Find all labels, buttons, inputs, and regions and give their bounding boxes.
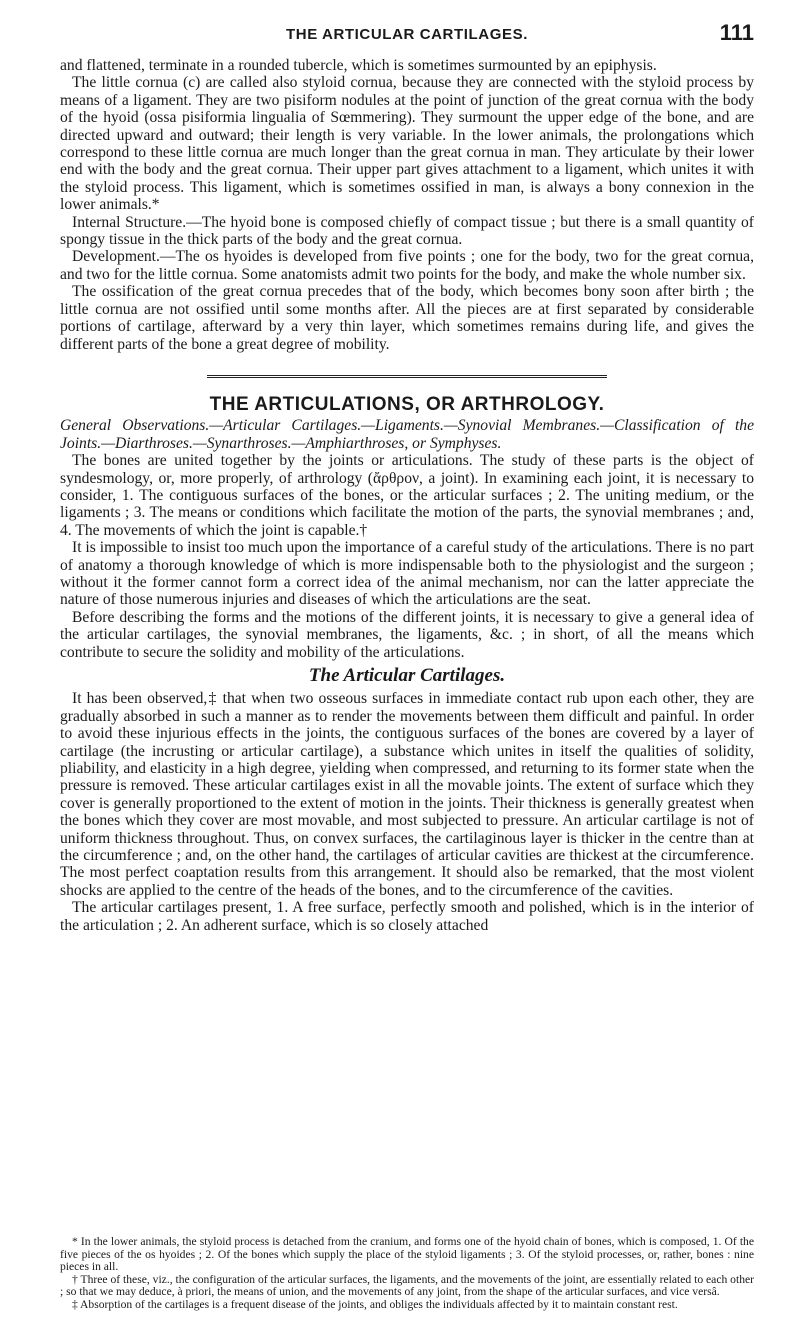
- subheading: The Articular Cartilages.: [308, 665, 506, 686]
- section-divider: [207, 375, 607, 378]
- paragraph: The articular cartilages present, 1. A free surface, perfectly smooth and polished, which is in the interior of the articulation ; 2. An adherent surface, which is so closely attached: [60, 899, 754, 934]
- paragraph: The bones are united together by the joints or articulations. The study of these parts is the object of syndesmology, or, more properly, of arthrology (ἄρθρον, a joint). In examining each joint, it is necessary to consider, 1. The contiguous surfaces of the bones, or the articular surfaces ; 2. The uniting medium, or the ligaments ; 3. The means or conditions which facilitate the motion of the parts, the synovial membranes ; and, 4. The movements of which the joint is capable.†: [60, 452, 754, 539]
- section-summary: General Observations.—Articular Cartilages.—Ligaments.—Synovial Membranes.—Classification of the Joints.—Diarthroses.—Synarthroses.—Amphiarthroses, or Symphyses.: [60, 417, 754, 452]
- running-title: THE ARTICULAR CARTILAGES.: [286, 26, 528, 43]
- paragraph: It has been observed,‡ that when two osseous surfaces in immediate contact rub upon each other, they are gradually absorbed in such a manner as to render the movements between them difficult and painful. In order to avoid these injurious effects in the joints, the contiguous surfaces of the bones are covered by a layer of cartilage (the incrusting or articular cartilage), a substance which unites in itself the qualities of solidity, pliability, and elasticity in a high degree, yielding when compressed, and returning to its former state when the pressure is removed. These articular cartilages exist in all the movable joints. The extent of surface which they cover is generally proportioned to the extent of motion in the joints. Their thickness is generally greatest when the bones which they cover are most movable, and most subjected to pressure. An articular cartilage is not of uniform thickness throughout. Thus, on convex surfaces, the cartilaginous layer is thicker in the centre than at the circumference ; and, on the other hand, the cartilages of articular cavities are thickest at the circumference. The most perfect coaptation results from this arrangement. It should also be remarked, that the most violent shocks are applied to the centre of the heads of the bones, and to the circumference of the cavities.: [60, 690, 754, 899]
- paragraph: It is impossible to insist too much upon the importance of a careful study of the articulations. There is no part of anatomy a thorough knowledge of which is more indispensable both to the physiologist and the surgeon ; without it the former cannot form a correct idea of the animal mechanism, nor can the latter appreciate the nature of those numerous injuries and diseases of which the articulations are the seat.: [60, 539, 754, 609]
- section-heading: THE ARTICULATIONS, OR ARTHROLOGY.: [209, 393, 605, 415]
- body-text: [60, 57, 754, 934]
- footnotes: [60, 1236, 754, 1312]
- paragraph: and flattened, terminate in a rounded tubercle, which is sometimes surmounted by an epiphysis.: [60, 57, 657, 74]
- footnote: ‡ Absorption of the cartilages is a frequent disease of the joints, and obliges the individuals affected by it to maintain constant rest.: [72, 1297, 678, 1311]
- footnote: † Three of these, viz., the configuration of the articular surfaces, the ligaments, and the movements of the joint, are essentially related to each other ; so that we may deduce, à priori, the means of union, and the movements of any joint, from the shape of the articular surfaces, and vice versâ.: [60, 1272, 754, 1299]
- paragraph: Internal Structure.—The hyoid bone is composed chiefly of compact tissue ; but there is a small quantity of spongy tissue in the thick parts of the body and the great cornua.: [60, 213, 754, 249]
- page-header: [60, 18, 754, 48]
- paragraph: Before describing the forms and the motions of the different joints, it is necessary to give a general idea of the articular cartilages, the synovial membranes, the ligaments, &c. ; in short, of all the means which contribute to secure the solidity and mobility of the articulations.: [60, 608, 754, 661]
- page-number: 111: [719, 20, 754, 45]
- paragraph: The little cornua (c) are called also styloid cornua, because they are connected with the styloid process by means of a ligament. They are two pisiform nodules at the point of junction of the great cornua with the body of the hyoid (ossa pisiformia lingualia of Sœmmering). They surmount the upper edge of the bone, and are directed upward and outward; their length is very variable. In the lower animals, the prolongations which correspond to these little cornua are much longer than the great cornua in man. They articulate by their lower end with the body and the great cornua. Their upper part gives attachment to a ligament, which unites it with the styloid process. This ligament, which is sometimes ossified in man, is always a bony connexion in the lower animals.*: [60, 74, 754, 214]
- footnote: * In the lower animals, the styloid process is detached from the cranium, and forms one of the hyoid chain of bones, which is composed, 1. Of the five pieces of the os hyoides ; 2. Of the bones which supply the place of the styloid ligaments ; 3. Of the styloid processes, or, rather, bones : nine pieces in all.: [60, 1235, 754, 1274]
- paragraph: The ossification of the great cornua precedes that of the body, which becomes bony soon after birth ; the little cornua are not ossified until some months after. All the pieces are at first separated by considerable portions of cartilage, afterward by a very thin layer, which sometimes remains during life, and gives the different parts of the bone a great degree of mobility.: [60, 283, 754, 353]
- paragraph: Development.—The os hyoides is developed from five points ; one for the body, two for the great cornua, and two for the little cornua. Some anatomists admit two points for the body, and make the whole number six.: [60, 248, 754, 283]
